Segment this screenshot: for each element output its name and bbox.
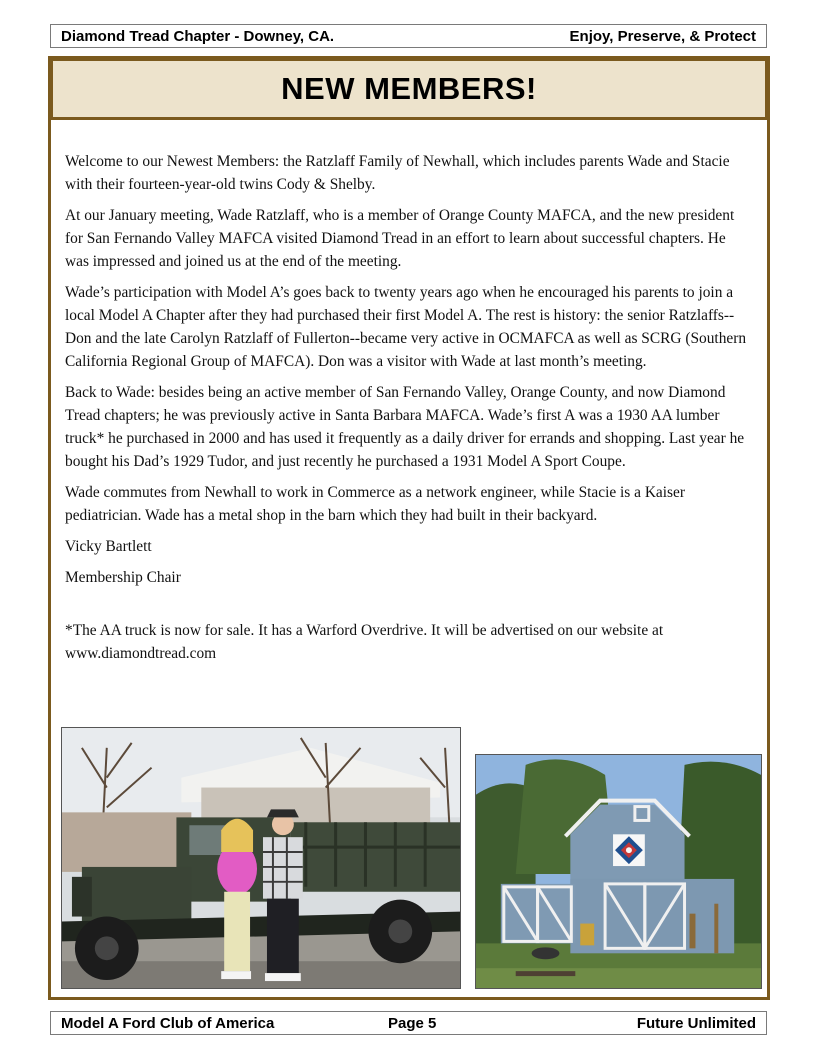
page-header: [50, 24, 767, 48]
paragraph: Welcome to our Newest Members: the Ratzlaff Family of Newhall, which includes parents Wade and Stacie with their fourteen-year-old twins Cody & Shelby.: [65, 153, 730, 193]
page-footer: [50, 1011, 767, 1035]
paragraph: Back to Wade: besides being an active member of San Fernando Valley, Orange County, and now Diamond Tread chapters; he was previously active in Santa Barbara MAFCA. Wade’s first A was a 1930 AA lumber truck* he purchased in 2000 and has used it frequently as a daily driver for errands and shopping. Last year he bought his Dad’s 1929 Tudor, and just recently he purchased a 1931 Model A Sport Coupe.: [65, 384, 745, 470]
paragraph: Wade commutes from Newhall to work in Commerce as a network engineer, while Stacie is a Kaiser pediatrician. Wade has a metal shop in the barn which they had built in their backyard.: [65, 484, 685, 524]
paragraph: At our January meeting, Wade Ratzlaff, who is a member of Orange County MAFCA, and the new president for San Fernando Valley MAFCA visited Diamond Tread in an effort to learn about successful chapters. He was impressed and joined us at the end of the meeting.: [65, 207, 735, 270]
footnote: *The AA truck is now for sale. It has a Warford Overdrive. It will be advertised on our website at www.diamondtread.com: [65, 622, 664, 662]
truck-photo-illustration: [62, 728, 460, 988]
barn-photo-illustration: [476, 755, 761, 988]
footer-motto: Future Unlimited: [636, 1014, 756, 1032]
barn-photo: [475, 754, 762, 989]
paragraph: Wade’s participation with Model A’s goes back to twenty years ago when he encouraged his parents to join a local Model A Chapter after they had purchased their first Model A. The rest is history: the senior Ratzlaffs--Don and the late Carolyn Ratzlaff of Fullerton--became very active in OCMAFCA as well as SCRG (Southern California Regional Group of MAFCA). Don was a visitor with Wade at last month’s meeting.: [65, 284, 747, 370]
footer-club-name: Model A Ford Club of America: [61, 1014, 275, 1032]
title-banner: [50, 58, 768, 120]
signature-title: Membership Chair: [65, 569, 181, 586]
header-chapter-name: Diamond Tread Chapter - Downey, CA.: [61, 27, 335, 45]
truck-photo: [61, 727, 461, 989]
signature-name: Vicky Bartlett: [65, 538, 152, 555]
page-number: Page 5: [388, 1014, 437, 1032]
page-title: NEW MEMBERS!: [281, 71, 537, 106]
article-body: [65, 150, 753, 673]
header-motto: Enjoy, Preserve, & Protect: [569, 27, 756, 45]
